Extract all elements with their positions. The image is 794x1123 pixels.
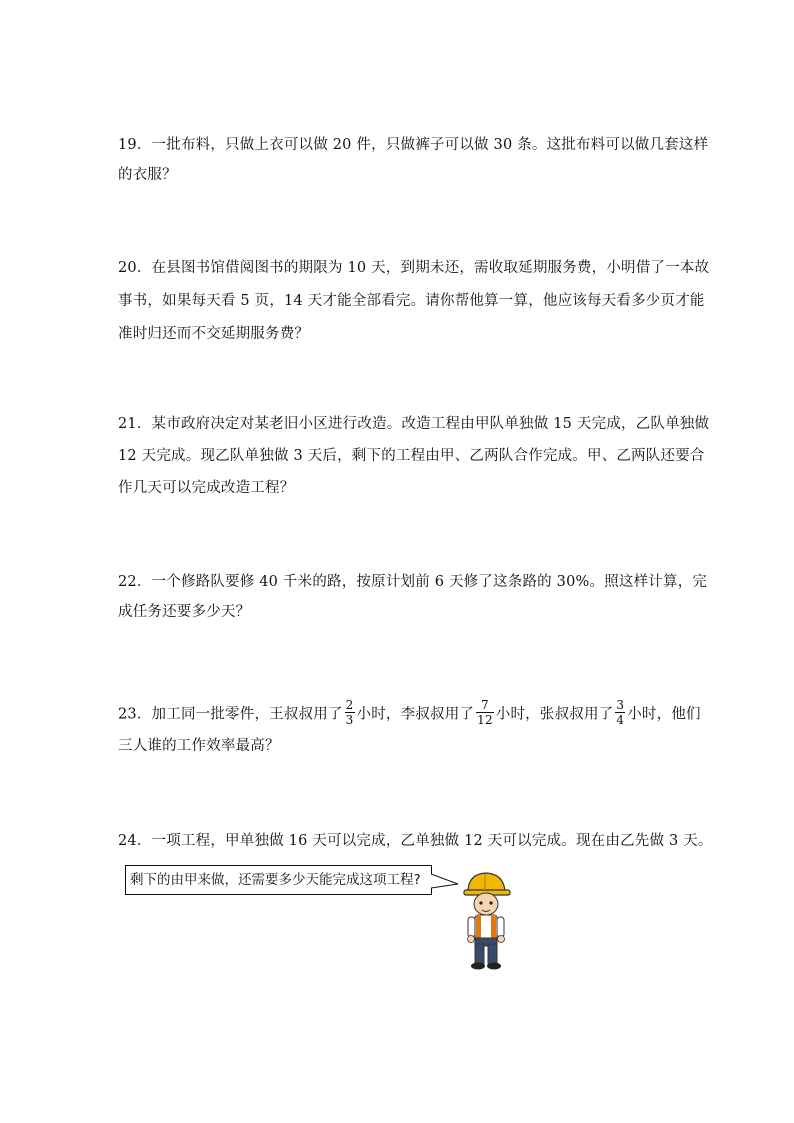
- speech-bubble-tail: [431, 872, 461, 892]
- q21-line1: 21．某市政府决定对某老旧小区进行改造。改造工程由甲队单独做 15 天完成，乙队单独做: [118, 416, 710, 432]
- q23-frac2-num: 7: [476, 698, 494, 713]
- q21-line3: 作几天可以完成改造工程？: [118, 480, 295, 496]
- q19-line1: 19．一批布料，只做上衣可以做 20 件，只做裤子可以做 30 条。这批布料可以做几套这样: [118, 137, 709, 153]
- q23-frac3-den: 4: [616, 713, 625, 727]
- q23-seg2: 小时，李叔叔用了: [356, 706, 475, 723]
- q23-seg3: 小时，张叔叔用了: [495, 706, 614, 723]
- q23-line2: 三人谁的工作效率最高？: [118, 738, 280, 754]
- q24-line1: 24．一项工程，甲单独做 16 天可以完成，乙单独做 12 天可以完成。现在由乙先做 3 天。: [118, 833, 713, 849]
- q19-line2: 的衣服？: [118, 167, 177, 183]
- q23-frac1-num: 2: [345, 698, 354, 712]
- q23-fraction-1: [345, 698, 355, 727]
- q20-line1: 20．在县图书馆借阅图书的期限为 10 天，到期未还，需收取延期服务费，小明借了一本故: [118, 260, 710, 276]
- q21-line2: 12 天完成。现乙队单独做 3 天后，剩下的工程由甲、乙两队合作完成。甲、乙两队还要合: [118, 448, 705, 464]
- construction-worker-icon: [458, 868, 518, 973]
- q23-seg1: 23．加工同一批零件，王叔叔用了: [118, 706, 343, 723]
- q20-line3: 准时归还而不交延期服务费？: [118, 326, 310, 342]
- speech-bubble: 剩下的由甲来做，还需要多少天能完成这项工程?: [125, 865, 432, 895]
- q23-frac2-den: 12: [477, 713, 493, 727]
- q22-line1: 22．一个修路队要修 40 千米的路，按原计划前 6 天修了这条路的 30%。照这样计算，完: [118, 574, 708, 590]
- q23-line1: [118, 700, 701, 729]
- q23-fraction-2: [476, 698, 494, 727]
- q20-line2: 事书，如果每天看 5 页，14 天才能全部看完。请你帮他算一算，他应该每天看多少页才能: [118, 293, 705, 309]
- q22-line2: 成任务还要多少天？: [118, 604, 251, 620]
- q23-frac1-den: 3: [345, 713, 354, 727]
- q23-seg4: 小时，他们: [627, 706, 701, 723]
- q23-frac3-num: 3: [616, 698, 625, 712]
- q23-fraction-3: [615, 698, 625, 727]
